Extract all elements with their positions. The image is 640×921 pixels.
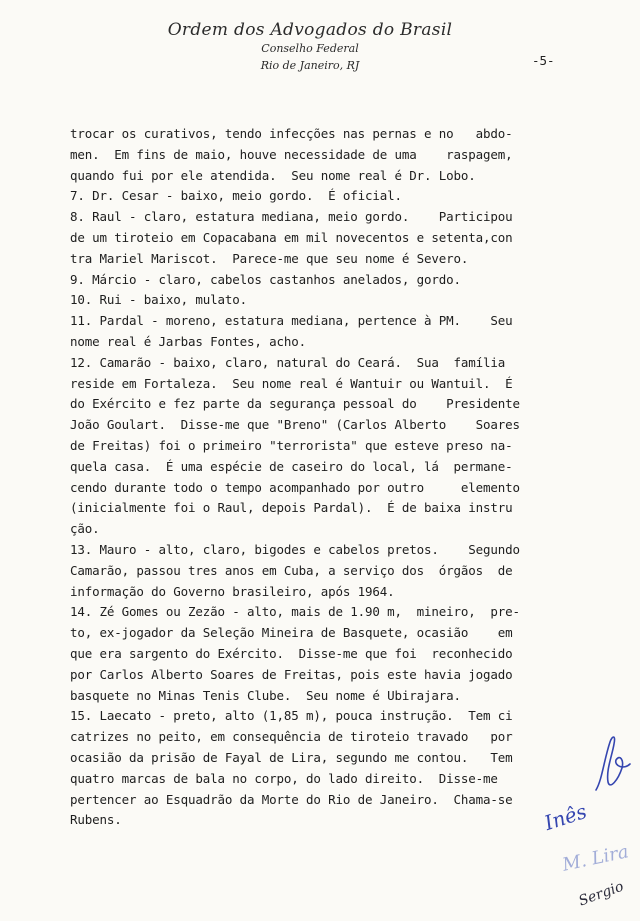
body-line: ção. [70,521,100,537]
body-line: nome real é Jarbas Fontes, acho. [70,333,307,349]
body-line: 14. Zé Gomes ou Zezão - alto, mais de 1.90 m, mineiro, pre- [70,604,520,620]
body-line: 15. Laecato - preto, alto (1,85 m), pouca instrução. Tem ci [70,708,513,724]
body-line: 11. Pardal - moreno, estatura mediana, pertence à PM. Seu [70,313,513,329]
body-line: que era sargento do Exército. Disse-me que foi reconhecido [70,645,513,661]
letterhead [150,20,470,73]
body-line: Rubens. [70,812,122,828]
handwritten-annotation-1: Inês [541,798,590,836]
body-line: to, ex-jogador da Seleção Mineira de Basquete, ocasião em [70,625,513,641]
body-line: informação do Governo brasileiro, após 1964. [70,583,395,599]
body-line: ocasião da prisão de Fayal de Lira, segundo me contou. Tem [70,749,513,765]
body-line: pertencer ao Esquadrão da Morte do Rio de Janeiro. Chama-se [70,791,513,807]
body-line: 13. Mauro - alto, claro, bigodes e cabelos pretos. Segundo [70,541,520,557]
handwritten-annotation-3: Sergio [576,878,626,910]
body-line: 10. Rui - baixo, mulato. [70,292,248,308]
body-line: 8. Raul - claro, estatura mediana, meio gordo. Participou [70,209,513,225]
body-line: 12. Camarão - baixo, claro, natural do Ceará. Sua família [70,354,506,370]
page-number: -5- [532,53,555,68]
typed-body-text [70,124,590,831]
body-line: tra Mariel Mariscot. Parece-me que seu nome é Severo. [70,250,469,266]
body-line: 9. Márcio - claro, cabelos castanhos anelados, gordo. [70,271,461,287]
letterhead-council: Conselho Federal [261,42,359,55]
letterhead-organization: Ordem dos Advogados do Brasil [167,20,453,40]
body-line: cendo durante todo o tempo acompanhado por outro elemento [70,479,520,495]
body-line: men. Em fins de maio, houve necessidade de uma raspagem, [70,146,513,162]
body-line: (inicialmente foi o Raul, depois Pardal). É de baixa instru [70,500,513,516]
handwritten-signature-mark [590,730,635,800]
body-line: quando fui por ele atendida. Seu nome real é Dr. Lobo. [70,167,476,183]
body-line: de Freitas) foi o primeiro "terrorista" que esteve preso na- [70,437,513,453]
body-line: de um tiroteio em Copacabana em mil novecentos e setenta,con [70,229,513,245]
body-line: Camarão, passou tres anos em Cuba, a serviço dos órgãos de [70,562,513,578]
body-line: 7. Dr. Cesar - baixo, meio gordo. É oficial. [70,188,402,204]
letterhead-city: Rio de Janeiro, RJ [260,59,360,72]
body-line: do Exército e fez parte da segurança pessoal do Presidente [70,396,520,412]
body-line: quela casa. É uma espécie de caseiro do local, lá permane- [70,458,513,474]
body-line: João Goulart. Disse-me que "Breno" (Carlos Alberto Soares [70,417,520,433]
body-line: por Carlos Alberto Soares de Freitas, pois este havia jogado [70,666,513,682]
body-line: reside em Fortaleza. Seu nome real é Wantuir ou Wantuil. É [70,375,513,391]
body-line: catrizes no peito, em consequência de tiroteio travado por [70,729,513,745]
body-line: quatro marcas de bala no corpo, do lado direito. Disse-me [70,770,498,786]
handwritten-annotation-2: M. Lira [560,841,631,876]
body-line: trocar os curativos, tendo infecções nas pernas e no abdo- [70,126,513,141]
body-line: basquete no Minas Tenis Clube. Seu nome é Ubirajara. [70,687,461,703]
